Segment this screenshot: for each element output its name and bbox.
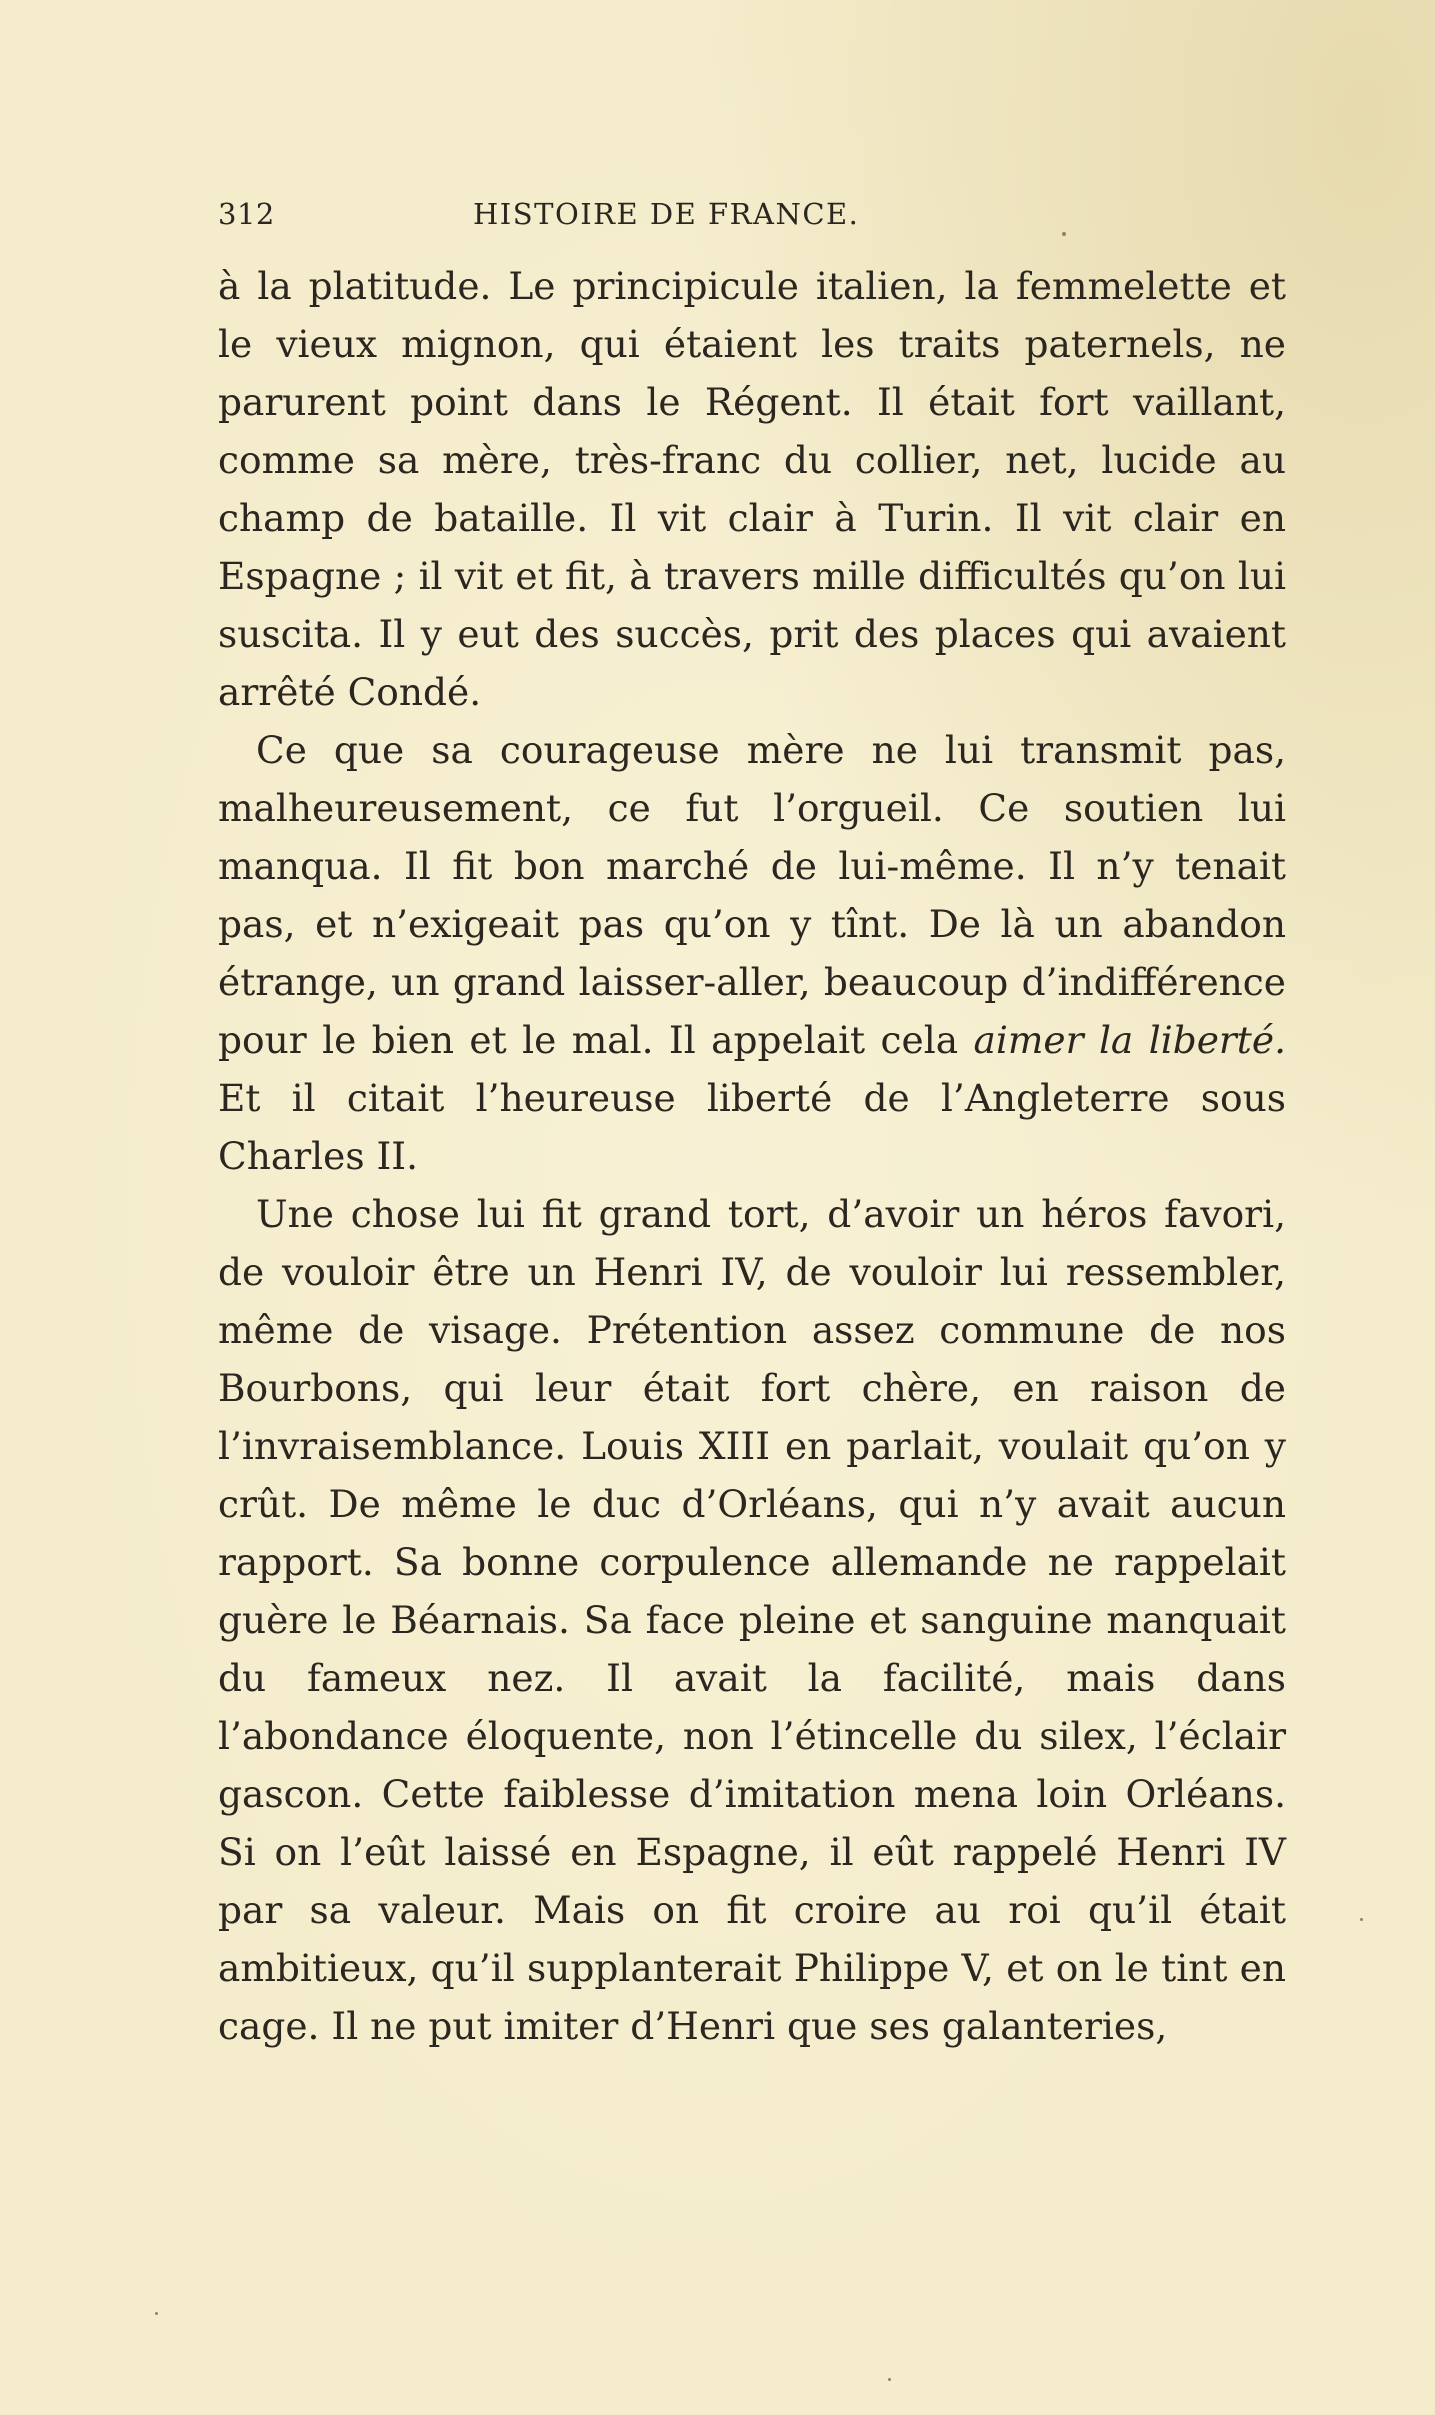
running-title: HISTOIRE DE FRANCE. [473, 197, 860, 231]
paper-speck [1062, 232, 1066, 236]
paper-speck [888, 2378, 891, 2381]
paragraph-2-text-before: Ce que sa courageuse mère ne lui transmit pas, malheureusement, ce fut l’orgueil. Ce soutien lui manqua. Il fit bon marché de lui-même. Il n’y tenait pas, et n’exigeait pas qu’on y tînt. De là un abandon étrange, un grand laisser-aller, beaucoup d’indifférence pour le bien et le mal. Il appelait cela [218, 728, 1286, 1062]
paragraph-3: Une chose lui fit grand tort, d’avoir un héros favori, de vouloir être un Henri IV, de vouloir lui ressembler, même de visage. Prétention assez commune de nos Bourbons, qui leur était fort chère, en raison de l’invraisemblance. Louis XIII en parlait, voulait qu’on y crût. De même le duc d’Orléans, qui n’y avait aucun rapport. Sa bonne corpulence allemande ne rappelait guère le Béarnais. Sa face pleine et sanguine manquait du fameux nez. Il avait la facilité, mais dans l’abondance éloquente, non l’étincelle du silex, l’éclair gascon. Cette faiblesse d’imitation mena loin Orléans. Si on l’eût laissé en Espagne, il eût rappelé Henri IV par sa valeur. Mais on fit croire au roi qu’il était ambitieux, qu’il supplanterait Philippe V, et on le tint en cage. Il ne put imiter d’Henri que ses galanteries, [218, 1192, 1286, 2048]
paragraph-1: à la platitude. Le principicule italien, la femmelette et le vieux mignon, qui étaient les traits paternels, ne parurent point dans le Régent. Il était fort vaillant, comme sa mère, très-franc du collier, net, lucide au champ de bataille. Il vit clair à Turin. Il vit clair en Espagne ; il vit et fit, à travers mille difficultés qu’on lui suscita. Il y eut des succès, prit des places qui avaient arrêté Condé. [218, 264, 1286, 714]
page-number: 312 [218, 197, 275, 231]
paragraph-2 [218, 721, 1286, 1185]
paragraph-2-text-after: Et il citait l’heureuse liberté de l’Angleterre sous Charles II. [218, 1076, 1286, 1178]
paragraph-2-emphasis: aimer la liberté. [973, 1018, 1286, 1062]
paper-speck [1360, 1918, 1363, 1921]
page-header [218, 197, 978, 237]
paper-speck [155, 2312, 158, 2315]
body-text [218, 257, 1286, 2055]
